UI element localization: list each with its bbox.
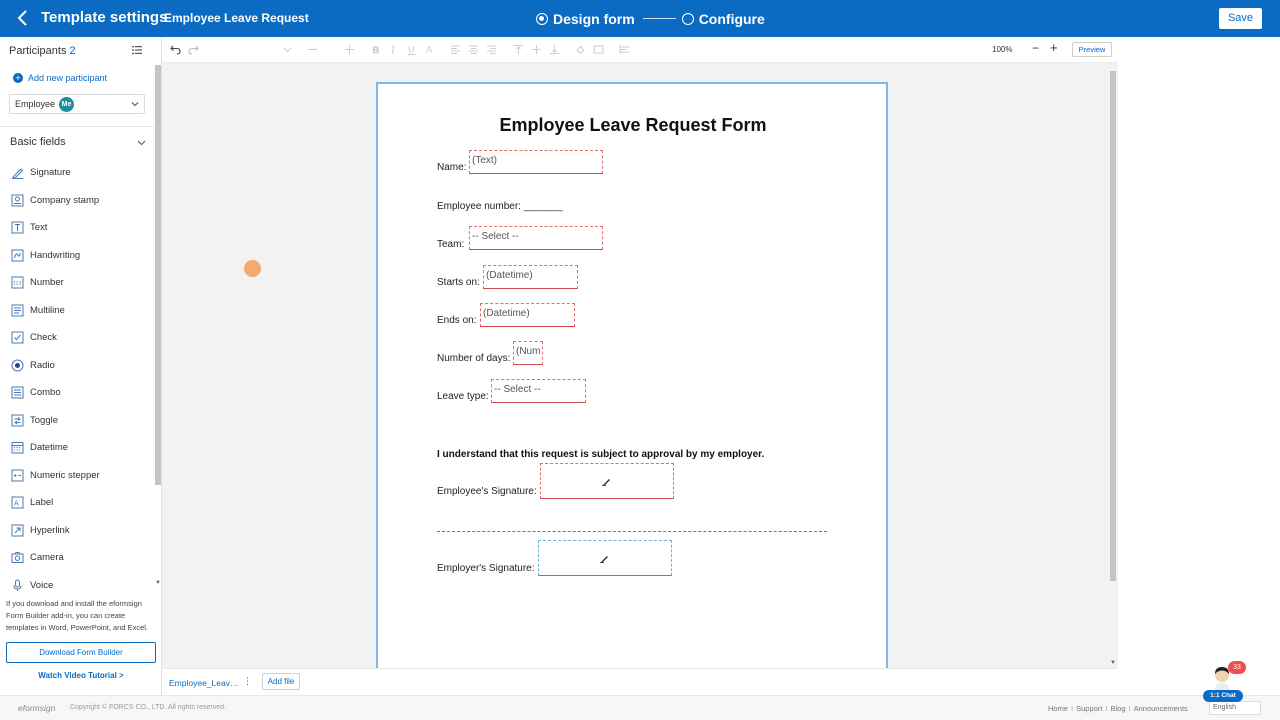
align-right-icon[interactable] <box>486 44 497 55</box>
align-bottom-icon[interactable] <box>549 44 560 55</box>
field-label: Handwriting <box>30 249 81 261</box>
starts-on-datetime-field[interactable] <box>483 265 578 289</box>
form-page <box>376 82 888 672</box>
field-label: Number <box>30 277 64 289</box>
list-menu-icon[interactable] <box>132 45 142 55</box>
ends-on-datetime-field[interactable] <box>480 303 575 327</box>
svg-text:123: 123 <box>13 280 22 286</box>
basic-fields-header[interactable]: Basic fields <box>10 136 66 148</box>
field-label: Signature <box>30 167 71 179</box>
team-label: Team: <box>437 239 465 250</box>
cursor-indicator <box>244 260 261 277</box>
chat-label[interactable]: 1:1 Chat <box>1203 690 1243 702</box>
field-label: Multiline <box>30 304 65 316</box>
chevron-down-icon <box>131 100 139 108</box>
field-handwriting[interactable] <box>11 242 151 270</box>
field-check[interactable] <box>11 324 151 352</box>
underline-icon[interactable] <box>406 44 417 55</box>
chevron-down-icon[interactable] <box>137 138 146 147</box>
name-label: Name: <box>437 162 467 173</box>
name-text-field[interactable] <box>469 150 603 174</box>
fill-color-icon[interactable] <box>575 44 586 55</box>
divider <box>0 126 154 127</box>
name-placeholder: (Text) <box>472 155 497 166</box>
border-style-icon[interactable] <box>619 44 630 55</box>
footer-link-home[interactable]: Home <box>1048 704 1069 713</box>
field-label: Check <box>30 332 57 344</box>
employee-number-label: Employee number: _______ <box>437 201 563 212</box>
field-list <box>11 159 151 591</box>
approval-statement: I understand that this request is subject to approval by my employer. <box>437 449 765 460</box>
multiline-icon <box>11 304 24 317</box>
stamp-icon <box>11 194 24 207</box>
align-center-icon[interactable] <box>468 44 479 55</box>
zoom-in-button[interactable]: + <box>1050 40 1058 55</box>
step-configure[interactable]: Configure <box>698 10 765 27</box>
zoom-out-button[interactable]: − <box>1032 41 1040 55</box>
field-label: Company stamp <box>30 194 100 206</box>
step-connector <box>643 18 676 19</box>
employee-signature-field[interactable] <box>540 463 674 499</box>
signature-separator <box>437 531 827 532</box>
field-label: Voice <box>30 579 54 591</box>
footer-link-announcements[interactable]: Announcements <box>1133 704 1188 713</box>
copyright: Copyright © FORCS CO., LTD. All rights reserved. <box>70 704 226 711</box>
footer <box>0 695 1280 720</box>
chat-widget[interactable] <box>1202 661 1242 703</box>
redo-icon[interactable] <box>188 44 199 55</box>
stepper-icon <box>11 469 24 482</box>
handwriting-icon <box>11 249 24 262</box>
separator: I <box>1071 704 1074 713</box>
zoom-select[interactable]: 100% <box>992 45 1013 54</box>
field-multiline[interactable] <box>11 297 151 325</box>
align-top-icon[interactable] <box>513 44 524 55</box>
ends-on-placeholder: (Datetime) <box>483 308 530 319</box>
team-placeholder: -- Select -- <box>472 231 519 242</box>
field-numeric-stepper[interactable] <box>11 462 151 490</box>
field-voice[interactable] <box>11 572 151 592</box>
employer-signature-field[interactable] <box>538 540 672 576</box>
starts-on-label: Starts on: <box>437 277 480 288</box>
left-panel <box>0 37 162 695</box>
font-increase-icon[interactable] <box>344 44 355 55</box>
canvas-scrollbar[interactable] <box>1110 71 1116 581</box>
left-scrollbar[interactable] <box>155 65 161 485</box>
field-radio[interactable] <box>11 352 151 380</box>
calendar-icon <box>11 441 24 454</box>
me-badge: Me <box>59 97 74 112</box>
text-icon <box>11 221 24 234</box>
microphone-icon <box>11 579 24 591</box>
font-decrease-icon[interactable] <box>307 44 318 55</box>
required-mark <box>515 341 518 344</box>
camera-icon <box>11 551 24 564</box>
font-size-dropdown-icon[interactable] <box>282 44 293 55</box>
field-number[interactable] <box>11 269 151 297</box>
scroll-down-arrow-icon[interactable]: ▼ <box>1110 660 1116 666</box>
footer-link-support[interactable]: Support <box>1076 704 1103 713</box>
italic-icon[interactable] <box>388 44 399 55</box>
svg-text:I: I <box>391 45 395 55</box>
align-left-icon[interactable] <box>450 44 461 55</box>
scroll-down-arrow-icon[interactable]: ▼ <box>155 580 161 586</box>
number-of-days-field[interactable] <box>513 341 543 365</box>
field-label: Label <box>30 497 54 509</box>
step-design-form[interactable]: Design form <box>553 10 635 27</box>
participant-selected-value: Employee <box>15 99 56 109</box>
document-name[interactable]: Employee Leave Request <box>164 11 309 25</box>
checkbox-icon <box>11 331 24 344</box>
field-company-stamp[interactable] <box>11 187 151 215</box>
design-canvas <box>162 63 1118 668</box>
required-mark <box>482 303 485 306</box>
required-mark <box>485 265 488 268</box>
svg-text:B: B <box>372 45 380 55</box>
separator: I <box>1105 704 1108 713</box>
ends-on-label: Ends on: <box>437 315 477 326</box>
svg-text:A: A <box>426 45 433 55</box>
svg-text:A: A <box>14 499 19 508</box>
field-label: Hyperlink <box>30 524 70 536</box>
field-label: Toggle <box>30 414 58 426</box>
file-tab[interactable]: Employee_Leav… <box>169 678 239 688</box>
field-toggle[interactable] <box>11 407 151 435</box>
required-mark <box>471 150 474 153</box>
combo-icon <box>11 386 24 399</box>
radio-icon <box>11 359 24 372</box>
hyperlink-icon <box>11 524 24 537</box>
save-button[interactable]: Save <box>1219 8 1262 29</box>
pen-icon <box>602 477 611 486</box>
field-label: Camera <box>30 552 64 564</box>
field-combo[interactable] <box>11 379 151 407</box>
align-middle-icon[interactable] <box>531 44 542 55</box>
participants-header <box>9 45 76 57</box>
required-mark <box>542 463 545 466</box>
border-color-icon[interactable] <box>593 44 604 55</box>
participants-count: 2 <box>69 45 76 57</box>
required-mark <box>471 226 474 229</box>
properties-panel <box>1118 63 1280 695</box>
team-select-field[interactable] <box>469 226 603 250</box>
add-participant-label: Add new participant <box>28 73 108 83</box>
plus-circle-icon: + <box>13 73 23 83</box>
leave-type-select-field[interactable] <box>491 379 586 403</box>
footer-link-blog[interactable]: Blog <box>1110 704 1126 713</box>
number-of-days-label: Number of days: <box>437 353 511 364</box>
addin-description: If you download and install the eformsign Form Builder add-in, you can create templates in Word, PowerPoint, and Excel. <box>6 599 149 632</box>
number-icon <box>11 276 24 289</box>
signature-icon <box>11 166 24 179</box>
employer-signature-label: Employer's Signature: <box>437 563 535 574</box>
leave-type-label: Leave type: <box>437 391 489 402</box>
form-title: Employee Leave Request Form <box>499 115 767 135</box>
field-label: Datetime <box>30 442 69 454</box>
svg-text:U: U <box>408 45 415 55</box>
field-datetime[interactable] <box>11 434 151 462</box>
file-tab-bar <box>162 668 1118 695</box>
participant-select[interactable] <box>9 94 145 114</box>
required-mark <box>493 379 496 382</box>
field-text[interactable] <box>11 214 151 242</box>
field-label: Numeric stepper <box>30 469 100 481</box>
top-bar <box>0 0 1280 37</box>
watch-video-tutorial-link[interactable]: Watch Video Tutorial > <box>38 671 124 680</box>
step-indicator <box>536 10 765 27</box>
pen-icon <box>600 554 609 563</box>
field-camera[interactable] <box>11 544 151 572</box>
field-label: Combo <box>30 387 61 399</box>
more-options-icon[interactable]: ⋮ <box>243 676 252 686</box>
field-label[interactable] <box>11 489 151 517</box>
field-label: Text <box>30 222 48 234</box>
back-arrow-icon[interactable] <box>14 8 34 28</box>
toggle-icon <box>11 414 24 427</box>
starts-on-placeholder: (Datetime) <box>486 270 533 281</box>
chat-unread-badge: 33 <box>1228 661 1246 674</box>
page-title: Template settings <box>41 9 168 26</box>
bold-icon[interactable] <box>370 44 381 55</box>
eformsign-logo: eformsign <box>18 703 56 713</box>
language-select[interactable]: English <box>1209 701 1261 715</box>
download-form-builder-button[interactable]: Download Form Builder <box>6 642 156 663</box>
participants-label: Participants <box>9 45 67 57</box>
employee-signature-label: Employee's Signature: <box>437 486 537 497</box>
undo-icon[interactable] <box>170 44 181 55</box>
step-configure-radio-icon[interactable] <box>682 13 694 25</box>
field-label: Radio <box>30 359 55 371</box>
separator: I <box>1128 704 1131 713</box>
field-signature[interactable] <box>11 159 151 187</box>
step-design-radio-icon[interactable] <box>536 13 548 25</box>
footer-links <box>1048 704 1188 713</box>
field-hyperlink[interactable] <box>11 517 151 545</box>
leave-type-placeholder: -- Select -- <box>494 384 541 395</box>
preview-button[interactable]: Preview <box>1072 42 1112 57</box>
number-of-days-placeholder: (Num <box>516 346 541 357</box>
label-icon <box>11 496 24 509</box>
add-file-button[interactable]: Add file <box>262 673 300 690</box>
editor-toolbar <box>162 37 1118 63</box>
font-color-icon[interactable] <box>424 44 435 55</box>
add-participant-link[interactable] <box>13 73 107 83</box>
